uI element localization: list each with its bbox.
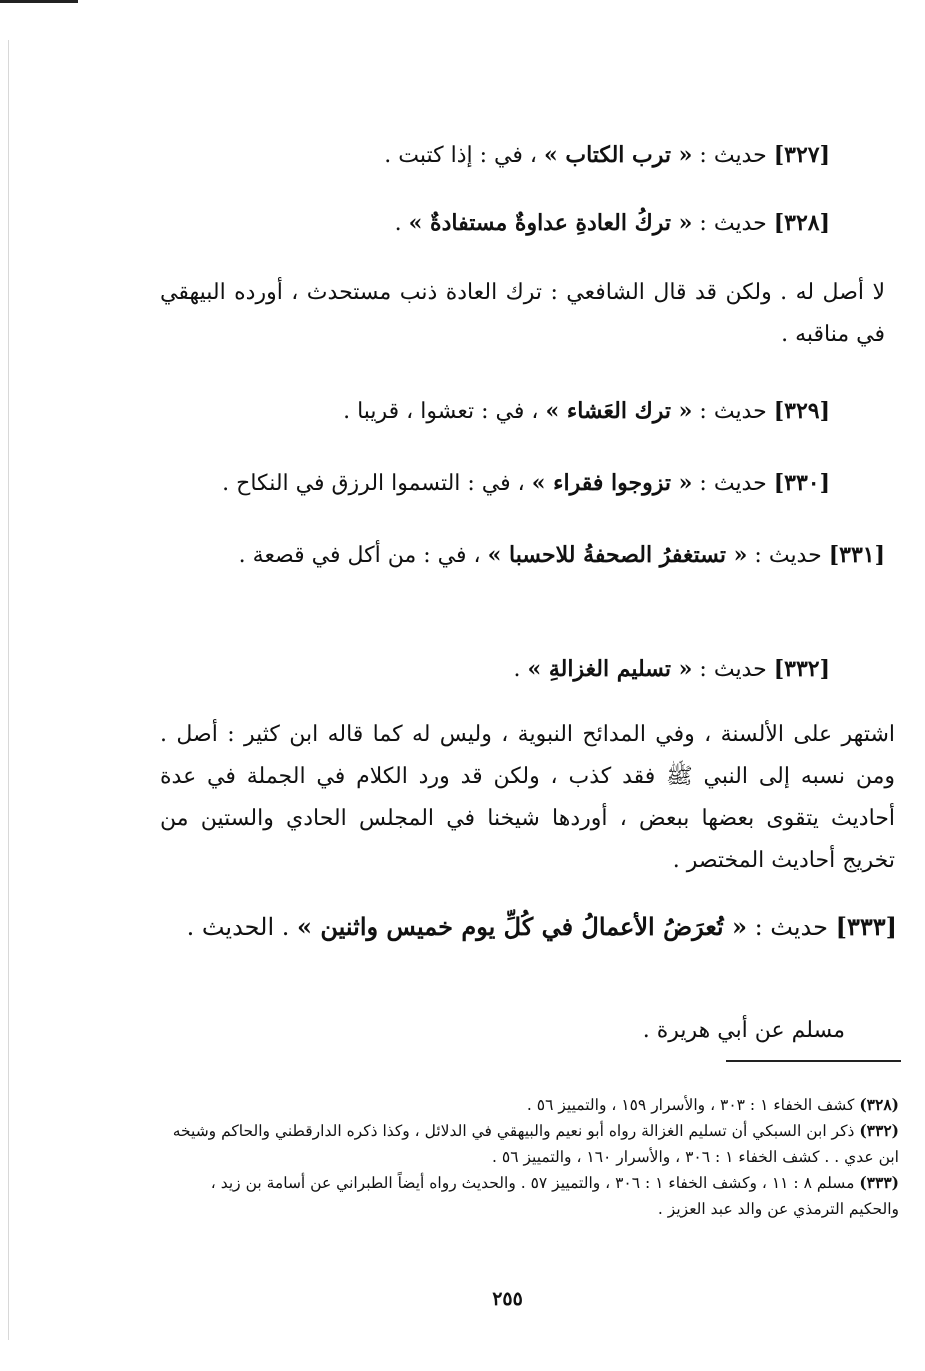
hadith-number: [٣٢٧]: [773, 142, 830, 168]
hadith-number: [٣٣٣]: [835, 912, 897, 941]
hadith-text: « تزوجوا فقراء »: [531, 470, 693, 496]
footnote-number: (٣٢٨): [859, 1095, 899, 1114]
hadith-text: « ترك العَشاء »: [545, 398, 693, 424]
footnotes: [159, 1092, 899, 1222]
hadith-entry: [160, 534, 885, 577]
hadith-number: [٣٢٩]: [773, 398, 830, 424]
hadith-number: [٣٣٢]: [773, 656, 830, 682]
footnote-separator: [726, 1060, 901, 1062]
hadith-text: « تركُ العادةِ عداوةٌ مستفادةٌ »: [408, 210, 693, 236]
hadith-prefix: حديث :: [692, 471, 774, 496]
hadith-entry: [110, 202, 830, 245]
hadith-text: « تُعرَضُ الأعمالُ في كُلِّ يوم خميس واثنين »: [297, 912, 747, 941]
hadith-entry: [110, 648, 830, 691]
hadith-prefix: حديث :: [692, 211, 774, 236]
footnote-number: (٣٣٢): [859, 1121, 899, 1140]
footnote-number: (٣٣٣): [859, 1173, 899, 1192]
page-number: ٢٥٥: [492, 1288, 523, 1310]
footnote-text: مسلم ٨ : ١١ ، وكشف الخفاء ١ : ٣٠٦ ، والتمييز ٥٧ . والحديث رواه أيضاً الطبراني عن أسامة بن زيد ، والحكيم الترمذي عن والد عبد العزيز .: [210, 1174, 899, 1218]
footnote-text: كشف الخفاء ١ : ٣٠٣ ، والأسرار ١٥٩ ، والتمييز ٥٦ .: [526, 1096, 860, 1114]
hadith-text: « ترب الكتاب »: [543, 142, 693, 168]
hadith-commentary: مسلم عن أبي هريرة .: [642, 1018, 845, 1043]
hadith-reference: .: [394, 211, 409, 236]
hadith-text: « تستغفرُ الصحفةُ للاحسبا »: [487, 542, 748, 568]
hadith-prefix: حديث :: [747, 543, 829, 568]
hadith-prefix: حديث :: [746, 913, 836, 941]
hadith-entry: [110, 134, 830, 177]
hadith-commentary: اشتهر على الألسنة ، وفي المدائح النبوية ، وليس له كما قاله ابن كثير : أصل . ومن نسبه إلى النبي ﷺ فقد كذب ، ولكن قد ورد الكلام في الجملة في عدة أحاديث يتقوى بعضها ببعض ، أوردها شيخنا في المجلس الحادي والستين من تخريج أحاديث المختصر .: [160, 722, 895, 873]
hadith-reference: .: [513, 657, 528, 682]
hadith-entry: [110, 462, 830, 505]
hadith-number: [٣٢٨]: [773, 210, 830, 236]
footnote-text: ذكر ابن السبكي أن تسليم الغزالة رواه أبو نعيم والبيهقي في الدلائل ، وكذا ذكره الدارقطني والحاكم وشيخه ابن عدي . . كشف الخفاء ١ : ٣٠٦ ، والأسرار ١٦٠ ، والتمييز ٥٦ .: [172, 1122, 899, 1166]
hadith-prefix: حديث :: [692, 143, 774, 168]
page-fold-line: [8, 40, 9, 1340]
hadith-prefix: حديث :: [692, 657, 774, 682]
hadith-number: [٣٣١]: [828, 542, 885, 568]
hadith-entry: [110, 390, 830, 433]
hadith-reference: . الحديث .: [186, 913, 298, 941]
hadith-commentary: لا أصل له . ولكن قد قال الشافعي : ترك العادة ذنب مستحدث ، أورده البيهقي في مناقبه .: [160, 280, 885, 347]
hadith-reference: ، في : تعشوا ، قريبا .: [343, 399, 546, 424]
hadith-reference: ، في : إذا كتبت .: [384, 143, 544, 168]
hadith-prefix: حديث :: [692, 399, 774, 424]
footnote-item: [159, 1092, 899, 1118]
hadith-reference: ، في : من أكل في قصعة .: [238, 543, 488, 568]
footnote-item: [159, 1118, 899, 1170]
footnote-item: [159, 1170, 899, 1222]
hadith-number: [٣٣٠]: [773, 470, 830, 496]
hadith-reference: ، في : التسموا الرزق في النكاح .: [222, 471, 532, 496]
hadith-text: « تسليم الغزالةِ »: [527, 656, 693, 682]
hadith-entry: [159, 906, 897, 948]
scan-edge-mark: [0, 0, 78, 3]
